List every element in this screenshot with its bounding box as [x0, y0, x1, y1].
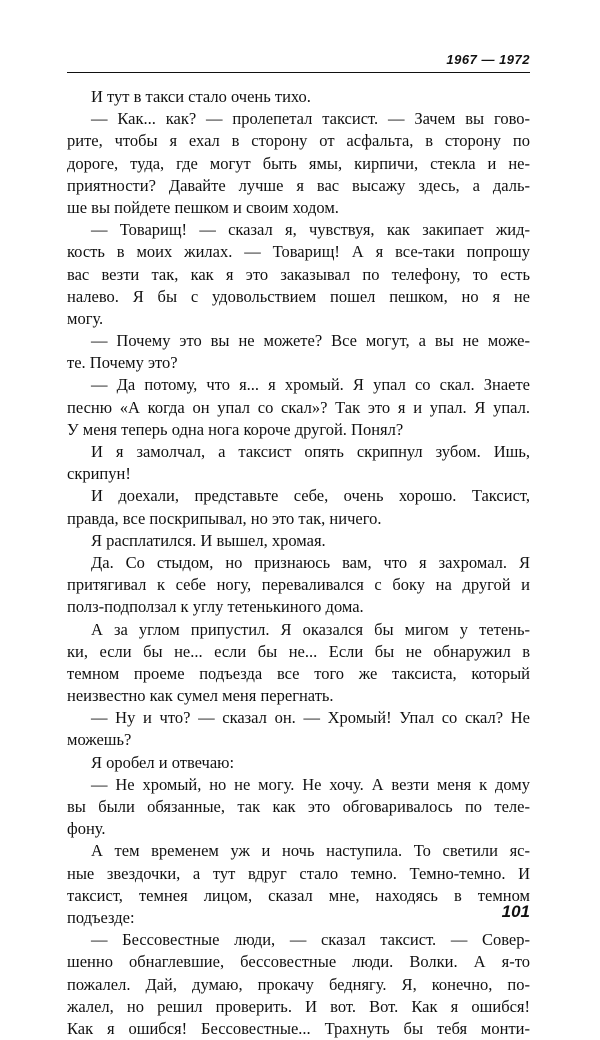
- text-line: ки, если бы не... если бы не... Если бы не обнаружил в: [67, 641, 530, 661]
- text-line: таксист, темнея лицом, сказал мне, находясь в темном: [67, 885, 530, 905]
- text-line: правда, все поскрипывал, но это так, ничего.: [67, 508, 382, 528]
- text-line: У меня теперь одна нога короче другой. Понял?: [67, 419, 404, 439]
- text-line: Как я ошибся! Бессовестные... Трахнуть бы тебя монти-: [67, 1018, 530, 1038]
- text-line: дороге, туда, где могут быть ямы, кирпичи, стекла и не-: [67, 153, 530, 173]
- text-line: Я оробел и отвечаю:: [91, 752, 235, 772]
- text-line: — Ну и что? — сказал он. — Хромый! Упал со скал? Не: [91, 708, 530, 728]
- text-line: — Как... как? — пролепетал таксист. — Зачем вы гово-: [91, 109, 530, 129]
- text-line: — Бессовестные люди, — сказал таксист. — Совер-: [91, 930, 530, 950]
- text-line: подъезде:: [67, 907, 135, 927]
- text-line: — Товарищ! — сказал я, чувствуя, как закипает жид-: [91, 220, 530, 240]
- text-line: А за углом припустил. Я оказался бы мигом у тетень-: [91, 619, 530, 639]
- text-line: Да. Со стыдом, но признаюсь вам, что я захромал. Я: [91, 552, 530, 572]
- running-header-title: 1967 — 1972: [446, 52, 530, 67]
- text-line: ные звездочки, а тут вдруг стало темно. Темно-темно. И: [67, 863, 530, 883]
- text-line: — Да потому, что я... я хромый. Я упал со скал. Знаете: [91, 375, 530, 395]
- text-line: можешь?: [67, 730, 132, 750]
- text-line: темном проеме подъезда все того же таксиста, который: [67, 663, 530, 683]
- text-line: И доехали, представьте себе, очень хорошо. Таксист,: [91, 486, 530, 506]
- text-line: налево. Я бы с удовольствием пошел пешком, но я не: [67, 286, 530, 306]
- text-line: — Не хромый, но не могу. Не хочу. А везти меня к дому: [91, 774, 530, 794]
- text-line: И я замолчал, а таксист опять скрипнул зубом. Ишь,: [91, 442, 530, 461]
- text-line: А тем временем уж и ночь наступила. То светили яс-: [91, 841, 530, 861]
- text-line: И тут в такси стало очень тихо.: [91, 87, 311, 106]
- page-number: 101: [501, 902, 530, 921]
- text-line: пожалел. Дай, думаю, прокачу беднягу. Я, конечно, по-: [67, 974, 530, 994]
- text-line: фону.: [67, 819, 106, 839]
- text-line: притягивал к себе ногу, переваливался с боку на другой и: [67, 575, 530, 595]
- text-line: приятности? Давайте лучше я вас высажу здесь, а даль-: [67, 175, 530, 195]
- text-line: скрипун!: [67, 464, 131, 484]
- header-rule: [67, 72, 530, 73]
- text-line: могу.: [67, 308, 104, 328]
- text-line: — Почему это вы не можете? Все могут, а вы не може-: [91, 331, 530, 351]
- text-line: Я расплатился. И вышел, хромая.: [91, 530, 326, 550]
- text-line: шенно обнаглевшие, бессовестные люди. Волки. А я-то: [67, 952, 530, 972]
- text-line: жалел, но решил проверить. И вот. Вот. Как я ошибся!: [67, 996, 530, 1016]
- text-line: вас везти так, как я это заказывал по телефону, то есть: [67, 264, 530, 284]
- text-line: те. Почему это?: [67, 353, 178, 373]
- text-line: вы были обязанные, так как это обговаривалось по теле-: [67, 797, 530, 816]
- text-line: неизвестно как сумел меня перегнать.: [67, 686, 334, 706]
- text-line: ше вы пойдете пешком и своим ходом.: [67, 197, 339, 217]
- text-line: кость в моих жилах. — Товарищ! А я все-таки попрошу: [67, 242, 530, 262]
- text-line: полз-подползал к углу тетенькиного дома.: [67, 597, 364, 617]
- body-text: [67, 86, 530, 1040]
- text-line: песню «А когда он упал со скал»? Так это я и упал. Я упал.: [67, 397, 530, 417]
- text-line: рите, чтобы я ехал в сторону от асфальта, в сторону по: [67, 131, 530, 151]
